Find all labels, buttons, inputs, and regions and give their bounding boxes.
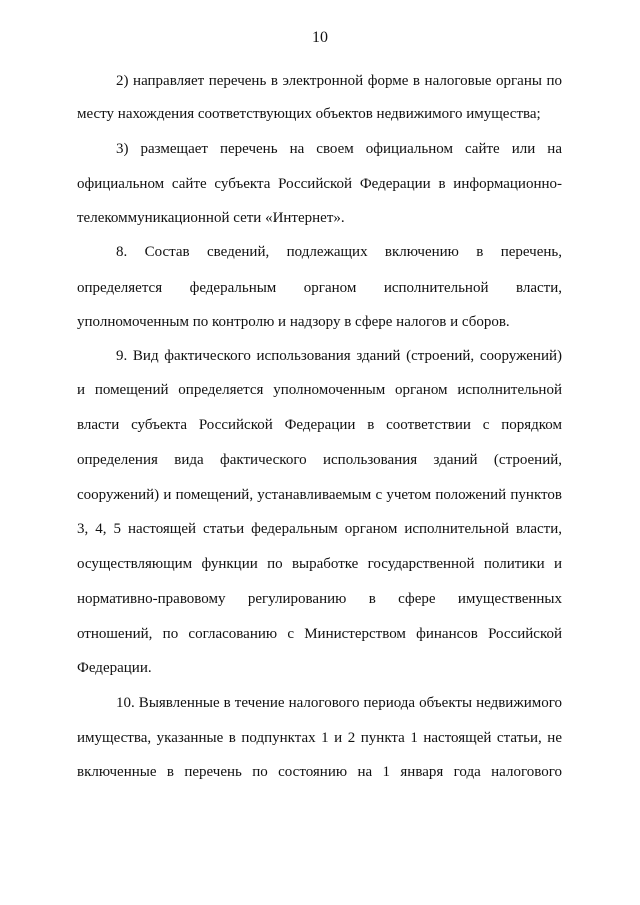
paragraph-item-9-line-4: определения вида фактического использования зданий (строений, <box>77 452 562 468</box>
paragraph-item-10-line-1: 10. Выявленные в течение налогового периода объекты недвижимого <box>116 695 562 711</box>
paragraph-item-2-line-1: 2) направляет перечень в электронной форме в налоговые органы по <box>116 73 562 89</box>
paragraph-item-9-line-9: отношений, по согласованию с Министерством финансов Российской <box>77 626 562 642</box>
paragraph-item-9-line-8: нормативно-правовому регулированию в сфере имущественных <box>77 591 562 607</box>
paragraph-item-9-line-6: 3, 4, 5 настоящей статьи федеральным органом исполнительной власти, <box>77 521 562 537</box>
paragraph-item-3-line-2: официальном сайте субъекта Российской Федерации в информационно- <box>77 176 562 192</box>
paragraph-item-10-line-2: имущества, указанные в подпунктах 1 и 2 пункта 1 настоящей статьи, не <box>77 730 562 746</box>
paragraph-item-10-line-3: включенные в перечень по состоянию на 1 января года налогового <box>77 764 562 780</box>
paragraph-item-8-line-3: уполномоченным по контролю и надзору в сфере налогов и сборов. <box>77 314 510 330</box>
page-number: 10 <box>312 29 328 46</box>
paragraph-item-9-line-1: 9. Вид фактического использования зданий (строений, сооружений) <box>116 348 562 364</box>
paragraph-item-9-line-2: и помещений определяется уполномоченным органом исполнительной <box>77 382 562 398</box>
paragraph-item-3-line-1: 3) размещает перечень на своем официальном сайте или на <box>116 141 562 157</box>
paragraph-item-9-line-10: Федерации. <box>77 660 152 676</box>
paragraph-item-9-line-5: сооружений) и помещений, устанавливаемым с учетом положений пунктов <box>77 487 562 503</box>
paragraph-item-9-line-3: власти субъекта Российской Федерации в соответствии с порядком <box>77 417 562 433</box>
paragraph-item-8-line-1: 8. Состав сведений, подлежащих включению в перечень, <box>116 244 562 260</box>
paragraph-item-2-line-2: месту нахождения соответствующих объектов недвижимого имущества; <box>77 106 541 122</box>
paragraph-item-9-line-7: осуществляющим функции по выработке государственной политики и <box>77 556 562 572</box>
paragraph-item-3-line-3: телекоммуникационной сети «Интернет». <box>77 210 345 226</box>
paragraph-item-8-line-2: определяется федеральным органом исполнительной власти, <box>77 280 562 296</box>
